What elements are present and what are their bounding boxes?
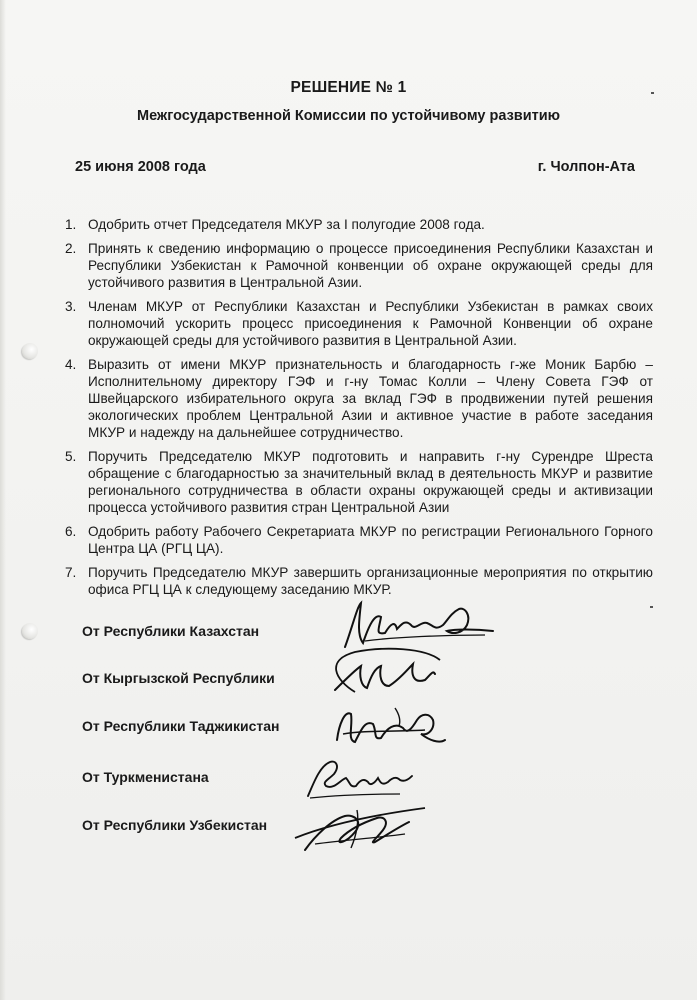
item-number: 7.: [65, 565, 77, 580]
list-item: [65, 523, 653, 557]
signatory-label-kazakhstan: От Республики Казахстан: [82, 623, 260, 639]
item-text: Поручить Председателю МКУР подготовить и направить г-ну Сурендре Шреста обращение с благодарностью за значительный вклад в деятельность МКУР и развитие регионального сотрудничества в области охраны окружающей среды и активизации процесса устойчивого развития стран Центральной Азии: [88, 449, 653, 515]
list-item: [65, 240, 653, 291]
item-text: Принять к сведению информацию о процессе присоединения Республики Казахстан и Республики Узбекистан к Рамочной конвенции об охране окружающей среды для устойчивого развития в Центральной Азии.: [88, 241, 653, 290]
item-text: Одобрить отчет Председателя МКУР за I полугодие 2008 года.: [88, 217, 485, 232]
list-item: [65, 448, 653, 516]
signatory-label-turkmenistan: От Туркменистана: [82, 769, 209, 785]
item-number: 5.: [65, 449, 77, 464]
scan-edge: [0, 0, 6, 1000]
list-item: [65, 216, 653, 233]
scan-speck: [650, 606, 653, 608]
item-text: Поручить Председателю МКУР завершить организационные мероприятия по открытию офиса РГЦ ЦА к следующему заседанию МКУР.: [88, 565, 653, 597]
signature-kyrgyzstan: [315, 640, 455, 705]
item-text: Одобрить работу Рабочего Секретариата МКУР по регистрации Регионального Горного Центра ЦА (РГЦ ЦА).: [88, 524, 653, 556]
item-number: 1.: [65, 217, 77, 232]
signatory-label-tajikistan: От Республики Таджикистан: [82, 718, 280, 734]
item-number: 2.: [65, 241, 77, 256]
list-item: [65, 298, 653, 349]
list-item: [65, 356, 653, 441]
list-item: [65, 564, 653, 598]
item-text: Выразить от имени МКУР признательность и благодарность г-же Моник Барбю – Исполнительному директору ГЭФ и г-ну Томас Колли – Члену Совета ГЭФ от Швейцарского избирательного округа за вклад ГЭФ в продвижении путей решения экологических проблем Центральной Азии и активное участие в работе заседания МКУР и надежду на дальнейшее сотрудничество.: [88, 357, 653, 440]
decision-items-list: [65, 216, 653, 605]
signature-tajikistan: [325, 700, 455, 760]
item-number: 4.: [65, 357, 77, 372]
document-subtitle: Межгосударственной Комиссии по устойчивому развитию: [136, 108, 561, 124]
item-number: 6.: [65, 524, 77, 539]
document-date: 25 июня 2008 года: [75, 159, 206, 175]
signatory-label-kyrgyzstan: От Кыргызской Республики: [82, 670, 275, 686]
item-text: Членам МКУР от Республики Казахстан и Республики Узбекистан в рамках своих полномочий ускорить процесс присоединения к Рамочной Конвенции об охране окружающей среды для устойчивого развития в Центральной Азии.: [88, 299, 653, 348]
signature-uzbekistan: [285, 798, 435, 863]
item-number: 3.: [65, 299, 77, 314]
signatory-label-uzbekistan: От Республики Узбекистан: [82, 817, 268, 833]
document-place: г. Чолпон-Ата: [537, 159, 635, 175]
punch-hole-icon: [22, 623, 38, 639]
document-title: РЕШЕНИЕ № 1: [290, 79, 407, 96]
punch-hole-icon: [22, 343, 38, 359]
date-place-line: [75, 159, 635, 175]
